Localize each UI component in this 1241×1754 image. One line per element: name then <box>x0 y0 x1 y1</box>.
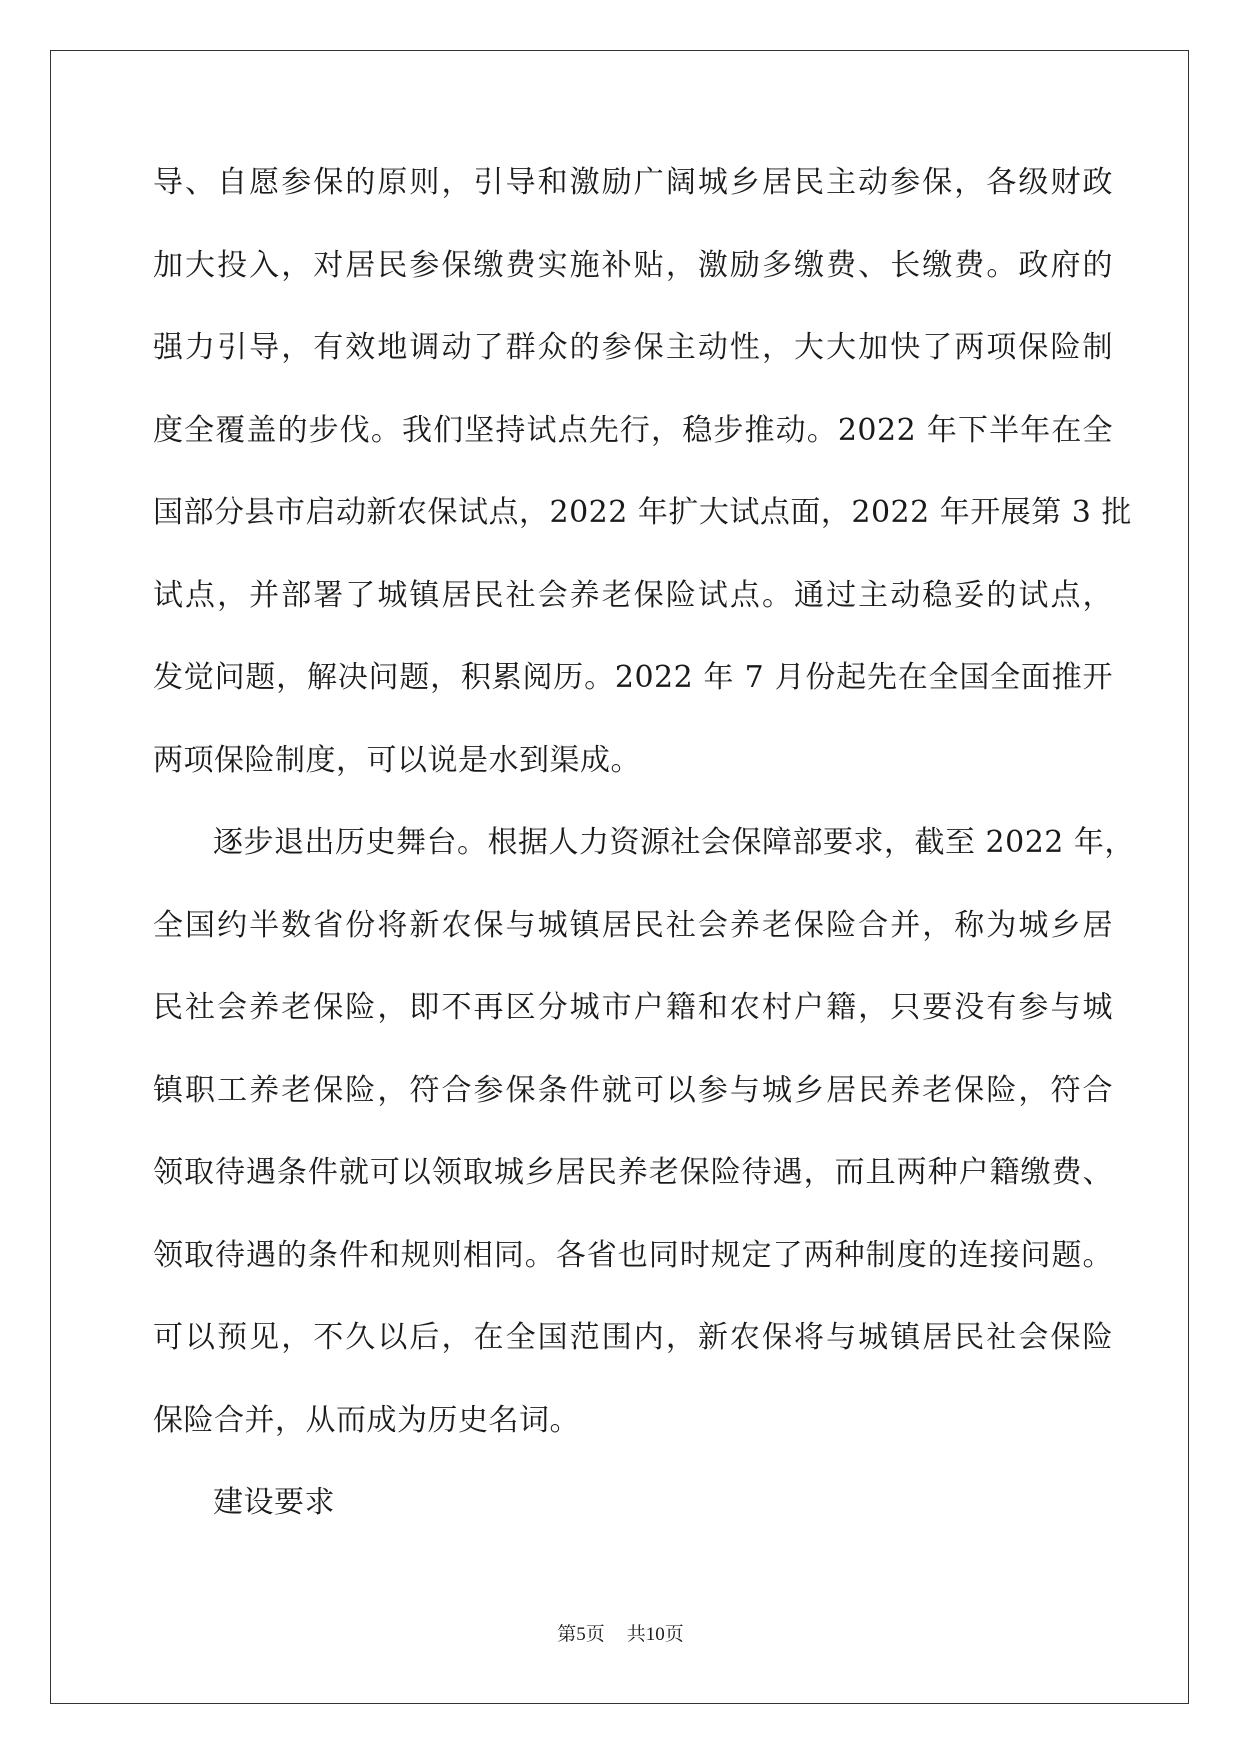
total-page-count: 10 <box>645 1624 665 1645</box>
section-heading: 建设要求 <box>213 1485 335 1520</box>
document-body <box>153 158 1135 1561</box>
text-line: 国部分县市启动新农保试点，2022 年扩大试点面，2022 年开展第 3 批 <box>153 495 1132 530</box>
text-line: 可以预见，不久以后，在全国范围内，新农保将与城镇居民社会保险 <box>153 1320 1113 1355</box>
text-line: 民社会养老保险，即不再区分城市户籍和农村户籍，只要没有参与城 <box>153 990 1113 1025</box>
text-line: 全国约半数省份将新农保与城镇居民社会养老保险合并，称为城乡居 <box>153 907 1113 943</box>
text-line: 逐步退出历史舞台。根据人力资源社会保障部要求，截至 2022 年， <box>213 825 1135 860</box>
paragraph-3 <box>153 1478 1113 1561</box>
text-line: 度全覆盖的步伐。我们坚持试点先行，稳步推动。2022 年下半年在全 <box>153 412 1113 448</box>
text-line: 保险合并，从而成为历史名词。 <box>153 1402 580 1438</box>
text-line: 导、自愿参保的原则，引导和激励广阔城乡居民主动参保，各级财政 <box>153 165 1113 200</box>
text-line: 试点，并部署了城镇居民社会养老保险试点。通过主动稳妥的试点， <box>153 577 1113 613</box>
text-line: 强力引导，有效地调动了群众的参保主动性，大大加快了两项保险制 <box>153 330 1113 365</box>
text-line: 领取待遇的条件和规则相同。各省也同时规定了两种制度的连接问题。 <box>153 1237 1113 1273</box>
page-footer <box>0 1622 1241 1647</box>
text-line: 领取待遇条件就可以领取城乡居民养老保险待遇，而且两种户籍缴费、 <box>153 1155 1113 1190</box>
paragraph-2 <box>153 818 1135 1478</box>
footer-page-suffix: 页 <box>585 1623 605 1645</box>
footer-prefix: 第 <box>557 1623 577 1645</box>
footer-total-prefix: 共 <box>626 1623 646 1645</box>
paragraph-1 <box>153 158 1132 818</box>
text-line: 两项保险制度，可以说是水到渠成。 <box>153 742 641 778</box>
footer-total-suffix: 页 <box>664 1623 684 1645</box>
text-line: 加大投入，对居民参保缴费实施补贴，激励多缴费、长缴费。政府的 <box>153 247 1113 283</box>
current-page-number: 5 <box>576 1624 586 1645</box>
text-line: 发觉问题，解决问题，积累阅历。2022 年 7 月份起先在全国全面推开 <box>153 660 1113 695</box>
text-line: 镇职工养老保险，符合参保条件就可以参与城乡居民养老保险，符合 <box>153 1072 1113 1108</box>
